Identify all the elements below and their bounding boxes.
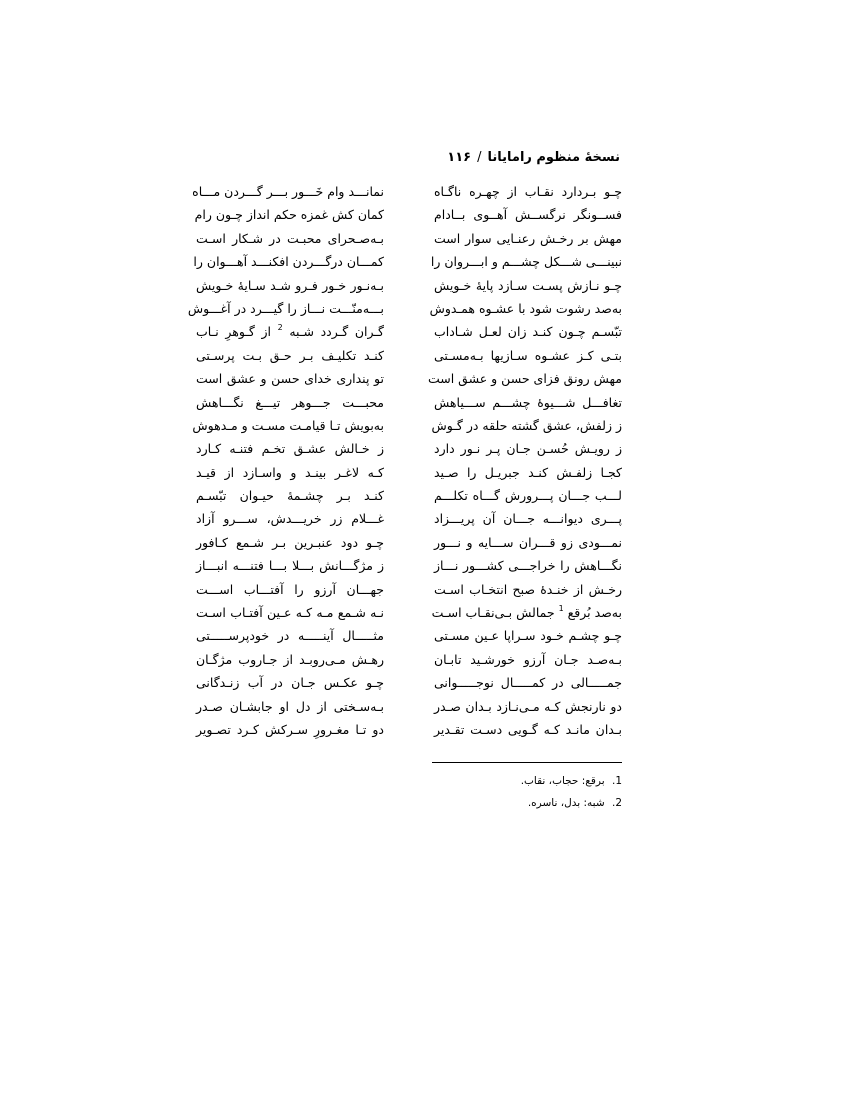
verse-line: جمـــــالی در کمـــــال نوجـــــوانی — [434, 675, 622, 691]
verse-line: ز زلفش، عشق گشته حلقه در گـوش — [431, 417, 622, 433]
verse-line: پـــری دیوانـــه جـــان آن پریـــزاد — [434, 511, 622, 527]
footnote-number: 2. — [611, 797, 622, 809]
verse-line: بـدان مانـد کـه گـویی دسـت تقـدیر — [434, 721, 622, 737]
verse-line: کـه لاغـر بینـد و واسـازد از قیـد — [196, 464, 384, 480]
verse-line: فســونگر نرگســش آهــوی بــادام — [434, 207, 622, 223]
verse-line: غـــلام زر خریـــدش، ســـرو آزاد — [196, 511, 384, 527]
verse-line: کمـــان درگـــردن افکنـــد آهـــوان را — [193, 254, 384, 270]
verse-line: چـو بـردارد نقـاب از چهـره ناگـاه — [434, 184, 622, 199]
verse-line: کمان کش غمزه حکم انداز چـون رام — [194, 207, 384, 223]
verse-line: مثـــــال آینـــــه در خودپرســـــتی — [196, 628, 384, 644]
header-separator: / — [477, 150, 482, 165]
page-number: ۱۱۶ — [447, 150, 472, 165]
verse-text: به‌صد بُرقع — [567, 605, 622, 621]
verse-line: نـه شـمع مـه کـه عـین آفتـاب اسـت — [196, 605, 384, 621]
verse-line: جهـــان آرزو را آفتـــاب اســـت — [196, 581, 384, 597]
footnote-text: برقع: حجاب، نقاب. — [520, 775, 605, 787]
verse-line: ز مژگـــانش بـــلا بـــا فتنـــه انبـــاز — [196, 558, 384, 574]
footnote-marker: 1 — [558, 604, 564, 614]
verse-line: نبینـــی شـــکل چشـــم و ابـــروان را — [430, 254, 622, 270]
verse-text: گـران گـردد شـبه — [289, 324, 384, 340]
verse-line: بـه‌سـختی از دل او جابشـان صـدر — [196, 698, 384, 714]
verse-line: تو پنداری خدای حسن و عشق است — [196, 371, 384, 387]
verse-line: چـو چشـم خـود سـراپا عـین مسـتی — [434, 628, 622, 644]
verse-line: محبـــت جـــوهر تیـــغ نگـــاهش — [196, 394, 384, 410]
verse-line: بـه‌نـور خـور فـرو شـد سـایهٔ خـویش — [196, 277, 384, 293]
verse-line: کنـد تکلیـف بـر حـق بـت پرسـتی — [196, 347, 384, 363]
verse-line: دو تـا مغـرورِ سـرکش کـرد تصـویر — [196, 721, 384, 737]
footnote — [322, 770, 622, 792]
verse-line: نگـــاهش را خراجـــی کشـــور نـــاز — [434, 558, 622, 574]
verse-text: از گـوهرِ نـاب — [196, 324, 272, 340]
poem-column-left — [187, 180, 384, 741]
verse-line: بتـی کـز عشـوه سـازیها بـه‌مسـتی — [434, 347, 622, 363]
verse-line: نمـــودی زو قـــران ســـایه و نـــور — [434, 534, 622, 550]
footnote — [322, 792, 622, 814]
book-title: نسخهٔ منظوم رامایانا — [487, 150, 620, 165]
verse-line — [431, 601, 622, 624]
footnote-text: شبه: بدل، ناسره. — [527, 797, 605, 809]
footnote-number: 1. — [611, 775, 622, 787]
verse-line: بـــه‌منّـــت نـــاز را گیـــرد در آغـــوش — [187, 300, 384, 316]
verse-line: ز رویـش حُسـن جـان پـر نـور دارد — [434, 441, 622, 457]
verse-line: نمانـــد وام خَـــور بـــر گـــردن مـــاه — [192, 184, 384, 199]
footnotes — [322, 770, 622, 814]
poem-column-right — [427, 180, 622, 741]
verse-line: لـــب جـــان پـــرورش گـــاه تکلـــم — [434, 488, 622, 504]
verse-line — [196, 320, 384, 343]
verse-line: بـه‌صـحرای محبـت در شـکار اسـت — [196, 230, 384, 246]
verse-line: به‌صد رشوت شود با عشـوه همـدوش — [429, 300, 622, 316]
verse-line: ز خـالش عشـق تخـم فتنـه کـارد — [196, 441, 384, 457]
verse-line: رهـش مـی‌روبـد از جـاروب مژگـان — [196, 651, 384, 667]
verse-line: کجـا زلفـش کنـد جبریـل را صـید — [434, 464, 622, 480]
footnote-marker: 2 — [277, 323, 283, 333]
verse-line: چـو نـازش پسـت سـازد پایهٔ خـویش — [434, 277, 622, 293]
verse-text: جمالش بـی‌نقـاب اسـت — [431, 605, 555, 621]
verse-line: چـو دود عنبـرین بـر شـمع کـافور — [196, 534, 384, 550]
footnote-rule — [432, 762, 622, 763]
verse-line: تبّسـم چـون کنـد زان لعـل شـاداب — [434, 324, 622, 340]
verse-line: بـه‌صـد جـان آرزو خورشـید تابـان — [434, 651, 622, 667]
verse-line: مهش بر رخـش رعنـایی سوار است — [434, 230, 622, 246]
verse-line: چـو عکـس جـان در آب زنـدگانی — [196, 675, 384, 691]
verse-line: مهش رونق فزای حسن و عشق است — [427, 371, 622, 387]
verse-line: رخـش از خنـدهٔ صبح انتخـاب اسـت — [434, 581, 622, 597]
running-header — [447, 150, 620, 165]
verse-line: دو نارنجش کـه مـی‌نـازد بـدان صـدر — [434, 698, 622, 714]
verse-line: کنـد بـر چشـمهٔ حیـوان تبّسـم — [196, 488, 384, 504]
verse-line: به‌بویش تـا قیامـت مسـت و مـدهوش — [192, 417, 384, 433]
verse-line: تغافـــل شـــیوهٔ چشـــم ســـیاهش — [434, 394, 622, 410]
